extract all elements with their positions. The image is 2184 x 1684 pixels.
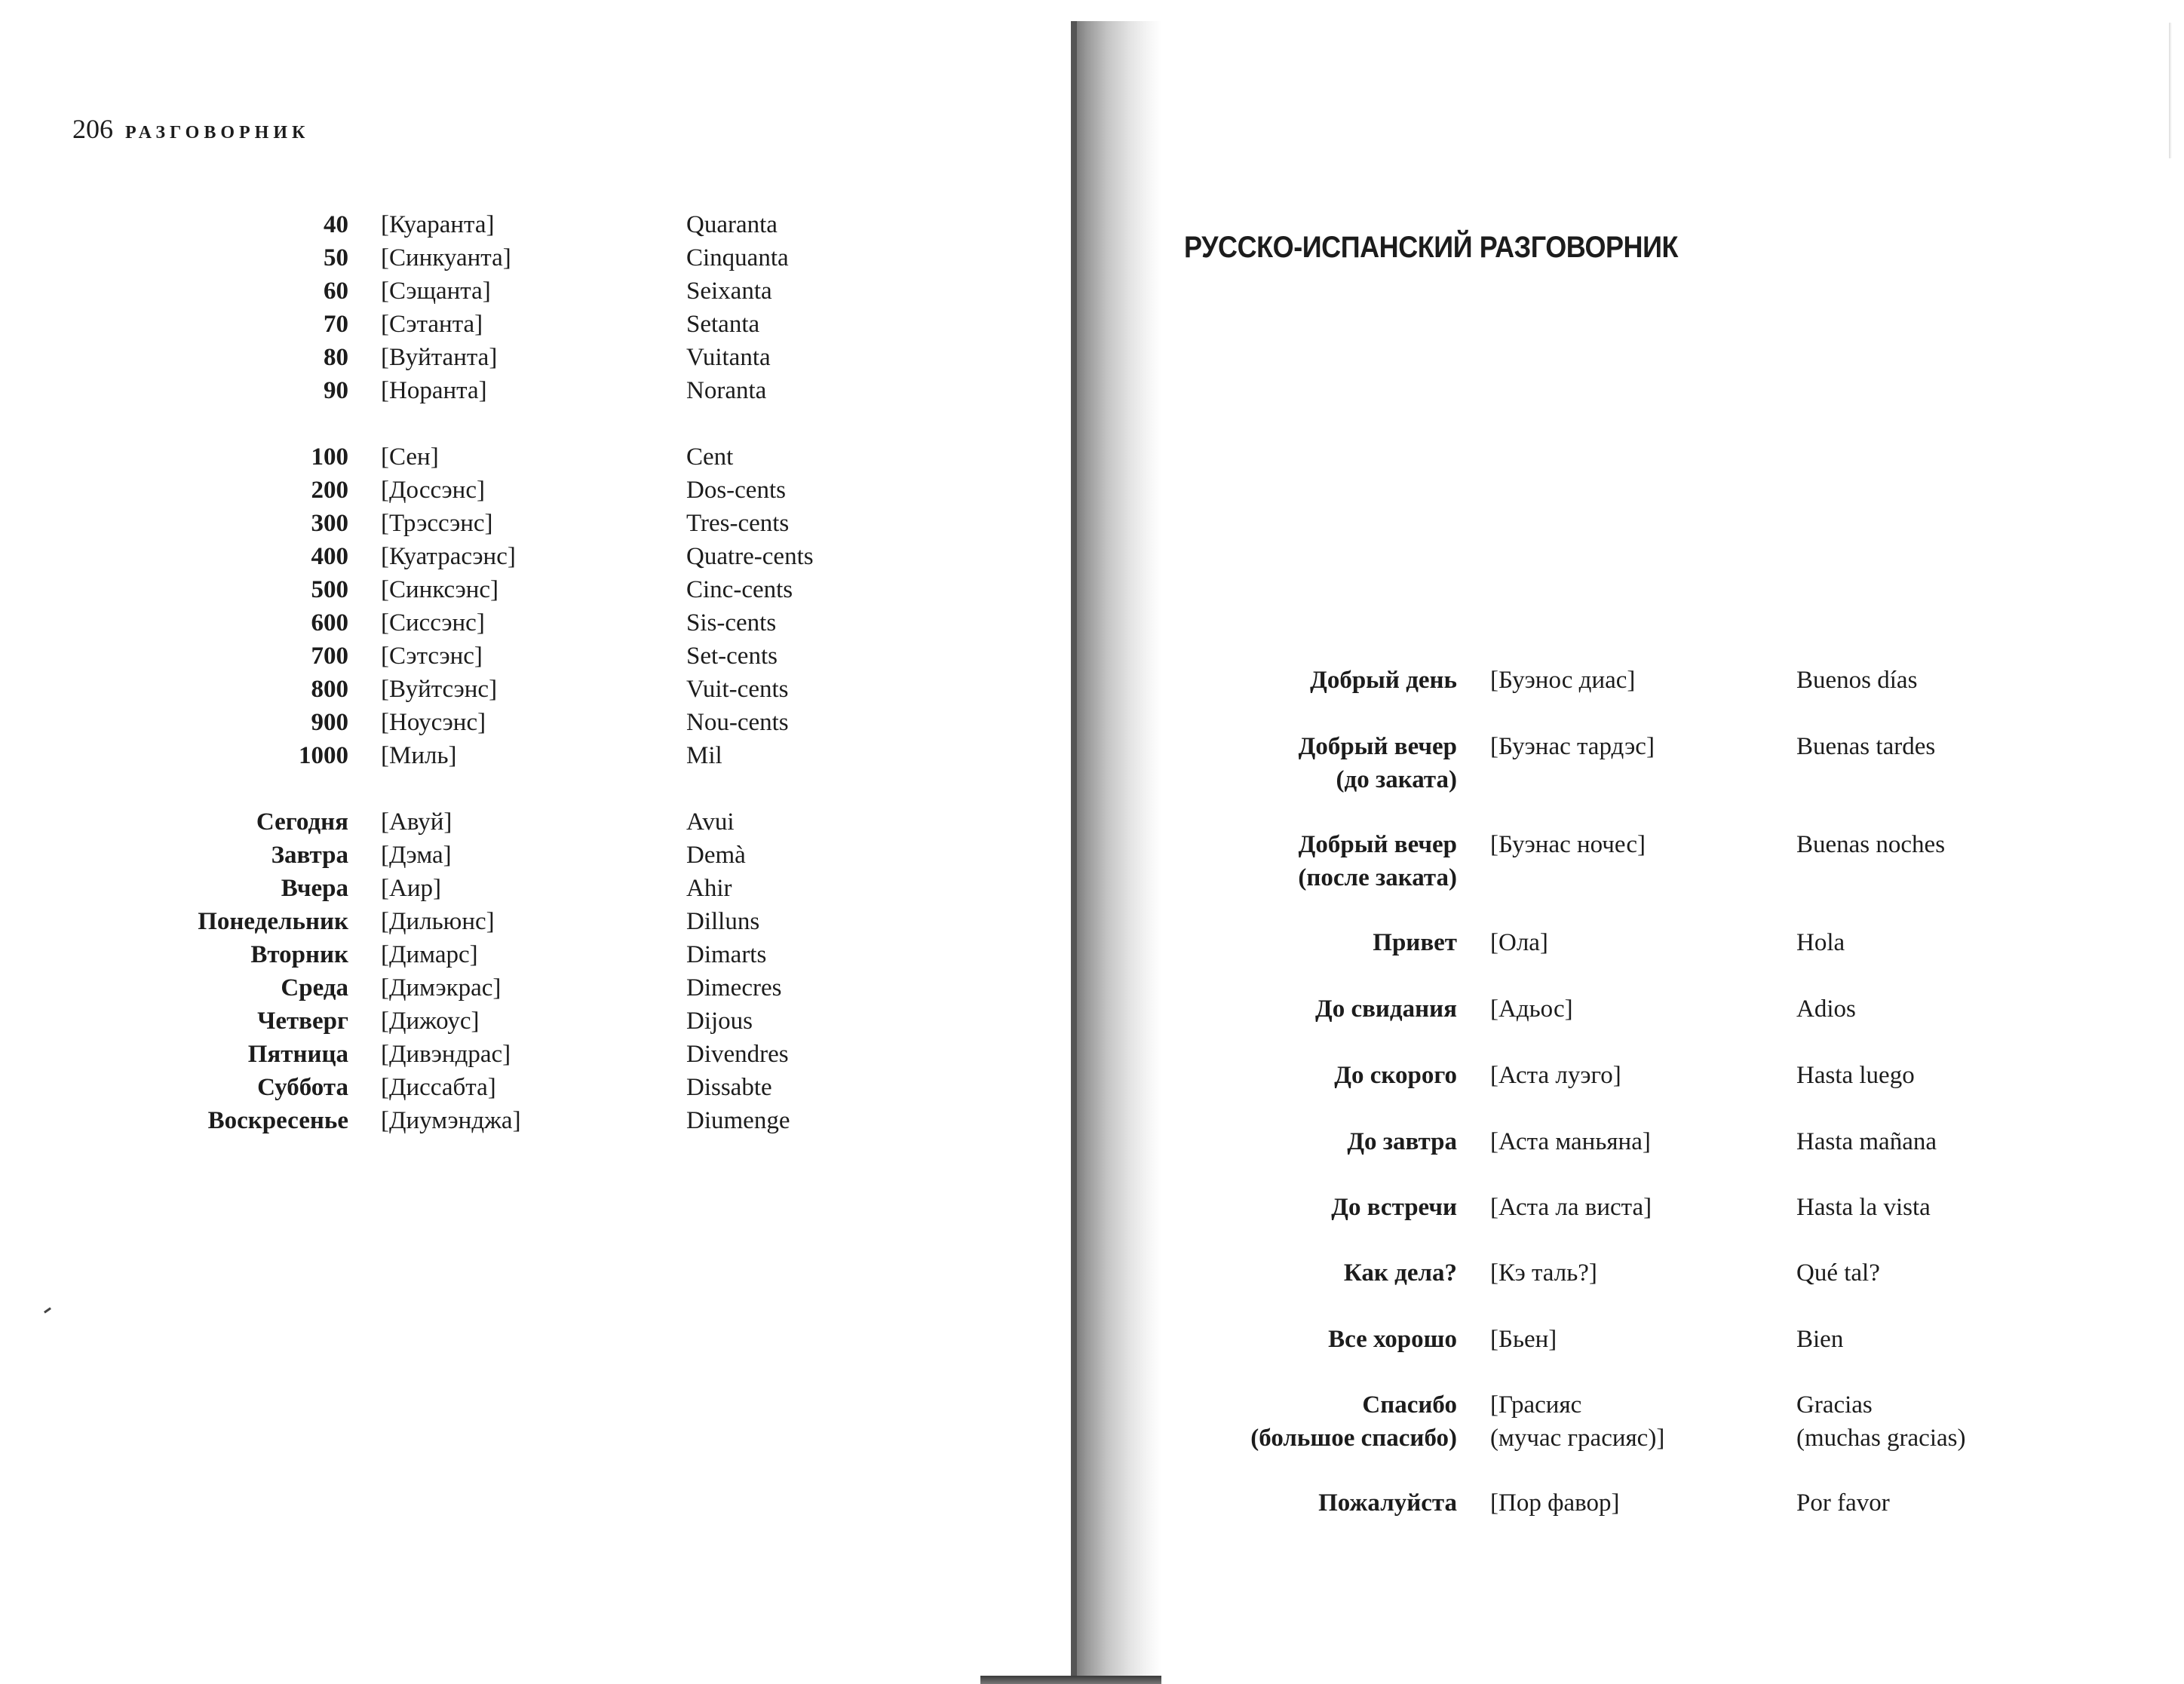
translation: Nou-cents bbox=[686, 709, 789, 736]
table-row bbox=[0, 739, 980, 772]
phrase-es bbox=[1796, 1323, 1843, 1356]
group-gap bbox=[0, 407, 980, 440]
pronunciation: [Дивэндрас] bbox=[381, 1041, 511, 1068]
phrase-es-line: Hasta la vista bbox=[1796, 1194, 1931, 1221]
table-row bbox=[0, 275, 980, 308]
phrase-es bbox=[1796, 1388, 1965, 1455]
table-row bbox=[0, 540, 980, 573]
term: Суббота bbox=[257, 1074, 348, 1101]
pronunciation: [Куаранта] bbox=[381, 211, 495, 238]
phrase-pronunciation bbox=[1490, 1059, 1621, 1092]
term: Завтра bbox=[271, 842, 348, 869]
phrase-pronunciation-line: [Кэ таль?] bbox=[1490, 1259, 1597, 1287]
translation: Dilluns bbox=[686, 908, 760, 935]
pronunciation: [Сиссэнс] bbox=[381, 609, 485, 636]
pronunciation: [Синкуанта] bbox=[381, 244, 511, 271]
phrase-ru-line: (до заката) bbox=[1336, 766, 1457, 793]
phrase-es-line: Gracias bbox=[1796, 1391, 1873, 1419]
pronunciation: [Норанта] bbox=[381, 377, 487, 404]
phrase-ru-line: Пожалуйста bbox=[1318, 1489, 1457, 1517]
phrase-es-line: Buenas tardes bbox=[1796, 733, 1936, 760]
phrase-ru bbox=[1299, 730, 1457, 796]
phrase-ru bbox=[1318, 1486, 1457, 1520]
table-row bbox=[0, 374, 980, 407]
phrase-es bbox=[1796, 1059, 1915, 1092]
phrase-pronunciation bbox=[1490, 1191, 1652, 1224]
phrase-es bbox=[1796, 828, 1945, 861]
table-row bbox=[0, 673, 980, 706]
translation: Set-cents bbox=[686, 643, 778, 670]
pronunciation: [Димэкрас] bbox=[381, 974, 502, 1002]
group-gap bbox=[0, 772, 980, 805]
term: 400 bbox=[311, 543, 348, 570]
term: Вторник bbox=[250, 941, 348, 968]
translation: Setanta bbox=[686, 311, 760, 338]
pronunciation: [Диумэнджа] bbox=[381, 1107, 521, 1134]
phrase-pronunciation-line: [Бьен] bbox=[1490, 1326, 1557, 1353]
phrase-es bbox=[1796, 1256, 1880, 1290]
term: Понедельник bbox=[198, 908, 348, 935]
pronunciation: [Сэтанта] bbox=[381, 311, 483, 338]
term: 100 bbox=[311, 443, 348, 471]
pronunciation: [Аир] bbox=[381, 875, 441, 902]
phrase-es-line: Qué tal? bbox=[1796, 1259, 1880, 1287]
phrase-pronunciation-line: [Грасияс bbox=[1490, 1391, 1582, 1419]
term: Воскресенье bbox=[207, 1107, 348, 1134]
phrase-ru bbox=[1315, 992, 1457, 1026]
phrase-pronunciation bbox=[1490, 1486, 1619, 1520]
phrase-es bbox=[1796, 730, 1935, 763]
left-page bbox=[0, 0, 1071, 1684]
phrase-es bbox=[1796, 664, 1917, 697]
phrase-ru bbox=[1328, 1323, 1457, 1356]
phrase-ru bbox=[1334, 1059, 1457, 1092]
translation: Mil bbox=[686, 742, 722, 769]
phrase-es-line: Bien bbox=[1796, 1326, 1844, 1353]
translation: Noranta bbox=[686, 377, 767, 404]
translation: Quatre-cents bbox=[686, 543, 814, 570]
phrase-es-line: Adios bbox=[1796, 995, 1856, 1023]
term: 70 bbox=[324, 311, 348, 338]
phrase-pronunciation bbox=[1490, 1125, 1651, 1158]
table-row bbox=[0, 805, 980, 839]
translation: Cent bbox=[686, 443, 734, 471]
phrase-ru bbox=[1344, 1256, 1457, 1290]
page-bottom-edge bbox=[980, 1676, 1161, 1684]
translation: Tres-cents bbox=[686, 510, 790, 537]
phrase-pronunciation bbox=[1490, 1323, 1557, 1356]
phrase-ru-line: До завтра bbox=[1347, 1128, 1457, 1155]
table-row bbox=[0, 839, 980, 872]
term: 700 bbox=[311, 643, 348, 670]
phrase-ru-line: (после заката) bbox=[1298, 864, 1457, 891]
phrase-es-line: Buenas noches bbox=[1796, 831, 1946, 858]
phrase-pronunciation bbox=[1490, 828, 1646, 861]
translation: Cinquanta bbox=[686, 244, 789, 271]
translation: Divendres bbox=[686, 1041, 789, 1068]
phrase-pronunciation-line: [Ола] bbox=[1490, 929, 1548, 956]
table-row bbox=[0, 440, 980, 474]
running-title: РАЗГОВОРНИК bbox=[125, 123, 310, 143]
term: 200 bbox=[311, 477, 348, 504]
phrase-pronunciation-line: [Буэнас ночес] bbox=[1490, 831, 1646, 858]
term: 800 bbox=[311, 676, 348, 703]
phrase-pronunciation bbox=[1490, 1256, 1597, 1290]
gutter-edge bbox=[1071, 21, 1077, 1684]
translation: Dimecres bbox=[686, 974, 782, 1002]
table-row bbox=[0, 1005, 980, 1038]
phrase-es bbox=[1796, 926, 1845, 959]
phrase-es bbox=[1796, 1486, 1890, 1520]
term: 600 bbox=[311, 609, 348, 636]
pronunciation: [Миль] bbox=[381, 742, 457, 769]
phrase-ru-line: Добрый день bbox=[1310, 667, 1457, 694]
phrase-ru bbox=[1331, 1191, 1457, 1224]
term: 80 bbox=[324, 344, 348, 371]
translation: Dissabte bbox=[686, 1074, 772, 1101]
phrase-es bbox=[1796, 1125, 1937, 1158]
term: 900 bbox=[311, 709, 348, 736]
pronunciation: [Диссабта] bbox=[381, 1074, 496, 1101]
pronunciation: [Куатрасэнс] bbox=[381, 543, 516, 570]
book-gutter bbox=[1071, 21, 1161, 1684]
term: Сегодня bbox=[256, 808, 348, 836]
term: Пятница bbox=[247, 1041, 348, 1068]
table-row bbox=[0, 1071, 980, 1104]
term: 90 bbox=[324, 377, 348, 404]
table-row bbox=[0, 905, 980, 938]
table-row bbox=[0, 938, 980, 971]
phrase-es-line: Hola bbox=[1796, 929, 1845, 956]
table-row bbox=[0, 1104, 980, 1137]
phrase-pronunciation-line: (мучас грасияс)] bbox=[1490, 1425, 1665, 1452]
table-row bbox=[0, 706, 980, 739]
term: Среда bbox=[281, 974, 348, 1002]
phrase-es-line: (muchas gracias) bbox=[1796, 1425, 1966, 1452]
pronunciation: [Сэщанта] bbox=[381, 278, 491, 305]
phrase-ru-line: Добрый вечер bbox=[1298, 733, 1457, 760]
phrase-es bbox=[1796, 992, 1856, 1026]
pronunciation: [Дильюнс] bbox=[381, 908, 495, 935]
vocabulary-table bbox=[0, 208, 980, 1137]
phrase-pronunciation-line: [Адьос] bbox=[1490, 995, 1573, 1023]
translation: Seixanta bbox=[686, 278, 772, 305]
phrase-ru bbox=[1298, 828, 1457, 894]
phrase-ru-line: Спасибо bbox=[1362, 1391, 1457, 1419]
table-row bbox=[0, 308, 980, 341]
phrase-es-line: Hasta luego bbox=[1796, 1062, 1915, 1089]
phrase-ru-line: Привет bbox=[1373, 929, 1457, 956]
phrase-pronunciation-line: [Пор фавор] bbox=[1490, 1489, 1620, 1517]
pronunciation: [Синксэнс] bbox=[381, 576, 499, 603]
table-row bbox=[0, 872, 980, 905]
term: Вчера bbox=[281, 875, 348, 902]
phrase-ru-line: До свидания bbox=[1314, 995, 1457, 1023]
translation: Dijous bbox=[686, 1008, 753, 1035]
term: 60 bbox=[324, 278, 348, 305]
table-row bbox=[0, 507, 980, 540]
translation: Diumenge bbox=[686, 1107, 790, 1134]
phrase-es-line: Hasta mañana bbox=[1796, 1128, 1937, 1155]
page-title: РУССКО-ИСПАНСКИЙ РАЗГОВОРНИК bbox=[1184, 231, 1679, 264]
phrase-ru-line: (большое спасибо) bbox=[1250, 1425, 1457, 1452]
phrase-pronunciation-line: [Аста ла виста] bbox=[1490, 1194, 1652, 1221]
term: 40 bbox=[324, 211, 348, 238]
pronunciation: [Дижоус] bbox=[381, 1008, 480, 1035]
pronunciation: [Доссэнс] bbox=[381, 477, 485, 504]
pronunciation: [Димарс] bbox=[381, 941, 478, 968]
pronunciation: [Сэтсэнс] bbox=[381, 643, 483, 670]
term: 300 bbox=[311, 510, 348, 537]
table-row bbox=[0, 1038, 980, 1071]
table-row bbox=[0, 208, 980, 241]
translation: Quaranta bbox=[686, 211, 778, 238]
right-page bbox=[1161, 0, 2184, 1684]
page-number: 206 bbox=[72, 114, 113, 144]
pronunciation: [Дэма] bbox=[381, 842, 452, 869]
phrase-pronunciation-line: [Аста луэго] bbox=[1490, 1062, 1621, 1089]
phrase-es-line: Por favor bbox=[1796, 1489, 1890, 1517]
table-row bbox=[0, 573, 980, 606]
phrase-ru-line: До встречи bbox=[1331, 1194, 1457, 1221]
translation: Demà bbox=[686, 842, 746, 869]
phrase-pronunciation bbox=[1490, 992, 1573, 1026]
phrase-ru-line: Как дела? bbox=[1343, 1259, 1457, 1287]
running-head bbox=[72, 113, 309, 145]
phrase-es bbox=[1796, 1191, 1931, 1224]
pronunciation: [Авуй] bbox=[381, 808, 452, 836]
phrase-ru bbox=[1250, 1388, 1457, 1455]
table-row bbox=[0, 971, 980, 1005]
pronunciation: [Сен] bbox=[381, 443, 439, 471]
phrase-ru bbox=[1310, 664, 1457, 697]
term: Четверг bbox=[257, 1008, 348, 1035]
pronunciation: [Вуйтсэнс] bbox=[381, 676, 498, 703]
phrase-es-line: Buenos días bbox=[1796, 667, 1918, 694]
translation: Vuitanta bbox=[686, 344, 771, 371]
phrase-ru bbox=[1347, 1125, 1457, 1158]
stray-mark bbox=[44, 1307, 51, 1313]
table-row bbox=[0, 606, 980, 640]
translation: Dimarts bbox=[686, 941, 767, 968]
phrase-pronunciation bbox=[1490, 730, 1655, 763]
table-row bbox=[0, 241, 980, 275]
phrase-pronunciation bbox=[1490, 1388, 1664, 1455]
translation: Vuit-cents bbox=[686, 676, 789, 703]
term: 50 bbox=[324, 244, 348, 271]
phrase-ru-line: Добрый вечер bbox=[1298, 831, 1457, 858]
phrase-pronunciation-line: [Буэнас тардэс] bbox=[1490, 733, 1655, 760]
translation: Ahir bbox=[686, 875, 732, 902]
phrase-ru-line: Все хорошо bbox=[1328, 1326, 1457, 1353]
table-row bbox=[0, 341, 980, 374]
translation: Sis-cents bbox=[686, 609, 777, 636]
phrase-ru-line: До скорого bbox=[1334, 1062, 1457, 1089]
phrase-ru bbox=[1373, 926, 1457, 959]
phrase-pronunciation-line: [Аста маньяна] bbox=[1490, 1128, 1651, 1155]
table-row bbox=[0, 640, 980, 673]
phrase-pronunciation-line: [Буэнос диас] bbox=[1490, 667, 1636, 694]
translation: Cinc-cents bbox=[686, 576, 793, 603]
term: 1000 bbox=[299, 742, 348, 769]
phrase-pronunciation bbox=[1490, 926, 1548, 959]
pronunciation: [Вуйтанта] bbox=[381, 344, 498, 371]
phrase-pronunciation bbox=[1490, 664, 1635, 697]
term: 500 bbox=[311, 576, 348, 603]
translation: Dos-cents bbox=[686, 477, 786, 504]
pronunciation: [Ноусэнс] bbox=[381, 709, 486, 736]
pronunciation: [Трэссэнс] bbox=[381, 510, 493, 537]
table-row bbox=[0, 474, 980, 507]
translation: Avui bbox=[686, 808, 735, 836]
